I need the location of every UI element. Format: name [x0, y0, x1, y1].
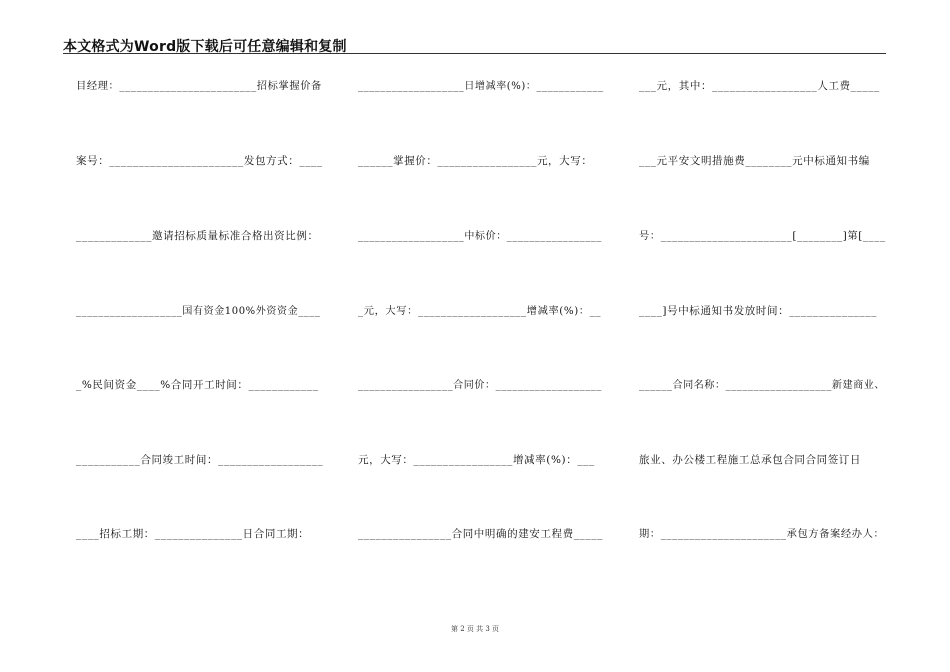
form-line: 目经理：________________________招标掌握价备 — [76, 80, 322, 92]
form-line: _________________合同价：___________________ — [358, 380, 602, 391]
document-header-title: 本文格式为Word版下载后可任意编辑和复制 — [63, 39, 347, 55]
form-line: ______掌握价：_________________元，大写： — [358, 155, 593, 167]
form-line: 旅业、办公楼工程施工总承包合同合同签订日 — [639, 454, 861, 466]
page-number-footer: 第 2 页 共 3 页 — [450, 625, 500, 633]
form-line: ____]号中标通知书发放时间：_______________ — [639, 305, 877, 317]
header-divider — [63, 53, 886, 54]
form-line: ____招标工期：_______________日合同工期： — [76, 528, 310, 540]
form-line: ___________________日增减率(%)：____________ — [358, 81, 604, 92]
form-line: ___________________国有资金100%外资资金____ — [76, 306, 321, 317]
form-line: _%民间资金____%合同开工时间：____________ — [76, 379, 319, 391]
form-line: ___________________中标价：_________________ — [358, 231, 602, 242]
form-line: ___元，其中：__________________人工费_____ — [639, 80, 880, 92]
form-line: 元，大写：_________________增减率(%)：___ — [358, 454, 595, 466]
form-line: _元，大写：___________________增减率(%)：__ — [358, 305, 602, 317]
form-line: 案号：_______________________发包方式：____ — [76, 155, 323, 167]
form-line: 期：______________________承包方备案经办人： — [639, 528, 885, 540]
form-line: ___________合同竣工时间：__________________ — [76, 454, 324, 466]
form-line: ___元平安文明措施费________元中标通知书编 — [639, 155, 870, 167]
form-line: 号：_______________________[________]第[____ — [639, 230, 886, 242]
form-line: ________________合同中明确的建安工程费_____ — [358, 528, 603, 540]
form-line: ______合同名称：___________________新建商业、 — [639, 380, 885, 391]
form-line: _____________邀请招标质量标准合格出资比例： — [76, 230, 319, 242]
